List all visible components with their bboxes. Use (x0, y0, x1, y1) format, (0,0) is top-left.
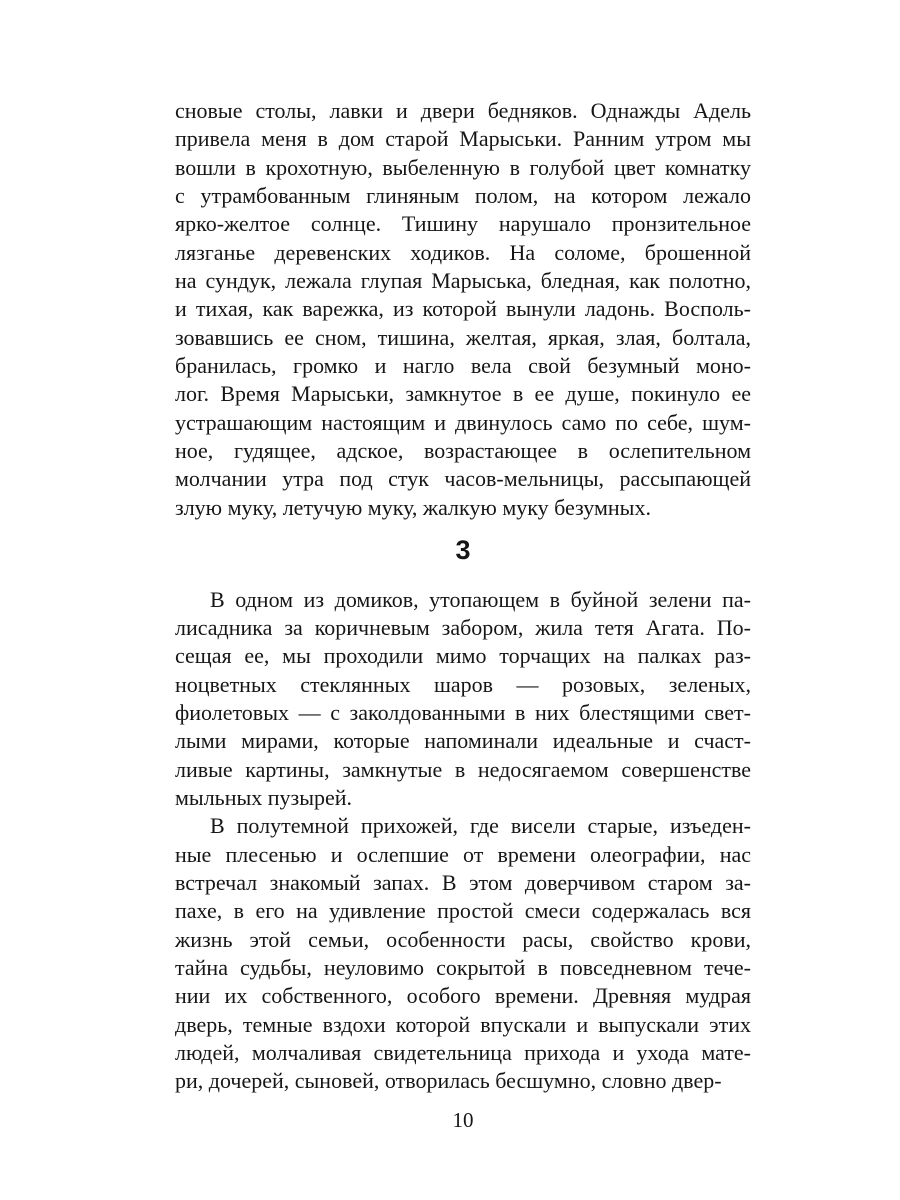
text-line: устрашающим настоящим и двинулось само по себе, шум- (175, 409, 751, 435)
text-line: привела меня в дом старой Марыськи. Ранним утром мы (175, 126, 751, 152)
text-line: встречал знакомый запах. В этом доверчивом старом за- (175, 869, 751, 895)
paragraph (175, 97, 751, 522)
text-line: нии их собственного, особого времени. Древняя мудрая (175, 983, 751, 1009)
page-number: 10 (452, 1108, 474, 1132)
text-line: В одном из домиков, утопающем в буйной зелени па- (210, 586, 751, 612)
text-line: жизнь этой семьи, особенности расы, свойство крови, (175, 926, 751, 952)
text-line: молчании утра под стук часов-мельницы, рассыпающей (175, 466, 751, 492)
text-line: людей, молчаливая свидетельница прихода и ухода мате- (175, 1040, 751, 1065)
text-line: лисадника за коричневым забором, жила тетя Агата. По- (175, 614, 751, 640)
text-line: зовавшись ее сном, тишина, желтая, яркая, злая, болтала, (175, 324, 751, 350)
text-line: бранилась, громко и нагло вела свой безумный моно- (175, 353, 751, 379)
text-line: лог. Время Марыськи, замкнутое в ее душе, покинуло ее (175, 381, 751, 407)
text-line: дверь, темные вздохи которой впускали и выпускали этих (175, 1011, 751, 1037)
text-line: на сундук, лежала глупая Марыська, бледная, как полотно, (175, 268, 751, 294)
text-line: ноцветных стеклянных шаров — розовых, зеленых, (175, 671, 751, 697)
text-line: ливые картины, замкнутые в недосягаемом совершенстве (175, 756, 751, 782)
text-line: лыми мирами, которые напоминали идеальные и счаст- (175, 728, 751, 754)
paragraph (175, 586, 751, 813)
text-line: сновые столы, лавки и двери бедняков. Однажды Адель (175, 98, 751, 123)
text-line: лязганье деревенских ходиков. На соломе, брошенной (175, 239, 751, 265)
text-line: ные плесенью и ослепшие от времени олеографии, нас (175, 841, 751, 867)
text-line: сещая ее, мы проходили мимо торчащих на палках раз- (175, 643, 751, 669)
text-line: и тихая, как варежка, из которой вынули ладонь. Восполь- (175, 296, 751, 322)
text-line: ярко-желтое солнце. Тишину нарушало пронзительное (175, 211, 751, 237)
text-line: ное, гудящее, адское, возрастающее в ослепительном (175, 438, 751, 464)
text-line: с утрамбованным глиняным полом, на котором лежало (175, 183, 751, 209)
text-line: пахе, в его на удивление простой смеси содержалась вся (175, 898, 751, 924)
text-line: фиолетовых — с заколдованными в них блестящими свет- (175, 699, 751, 725)
text-line: мыльных пузырей. (175, 784, 353, 810)
text-line: ри, дочерей, сыновей, отворилась бесшумно, словно двер- (175, 1068, 722, 1094)
section-heading: 3 (455, 535, 471, 566)
text-line: злую муку, летучую муку, жалкую муку безумных. (175, 494, 651, 520)
text-block (175, 97, 751, 1096)
text-line: тайна судьбы, неуловимо сокрытой в повседневном тече- (175, 954, 751, 980)
text-line: вошли в крохотную, выбеленную в голубой цвет комнатку (175, 154, 751, 180)
paragraph (175, 812, 751, 1095)
text-line: В полутемной прихожей, где висели старые, изъеден- (210, 813, 751, 839)
